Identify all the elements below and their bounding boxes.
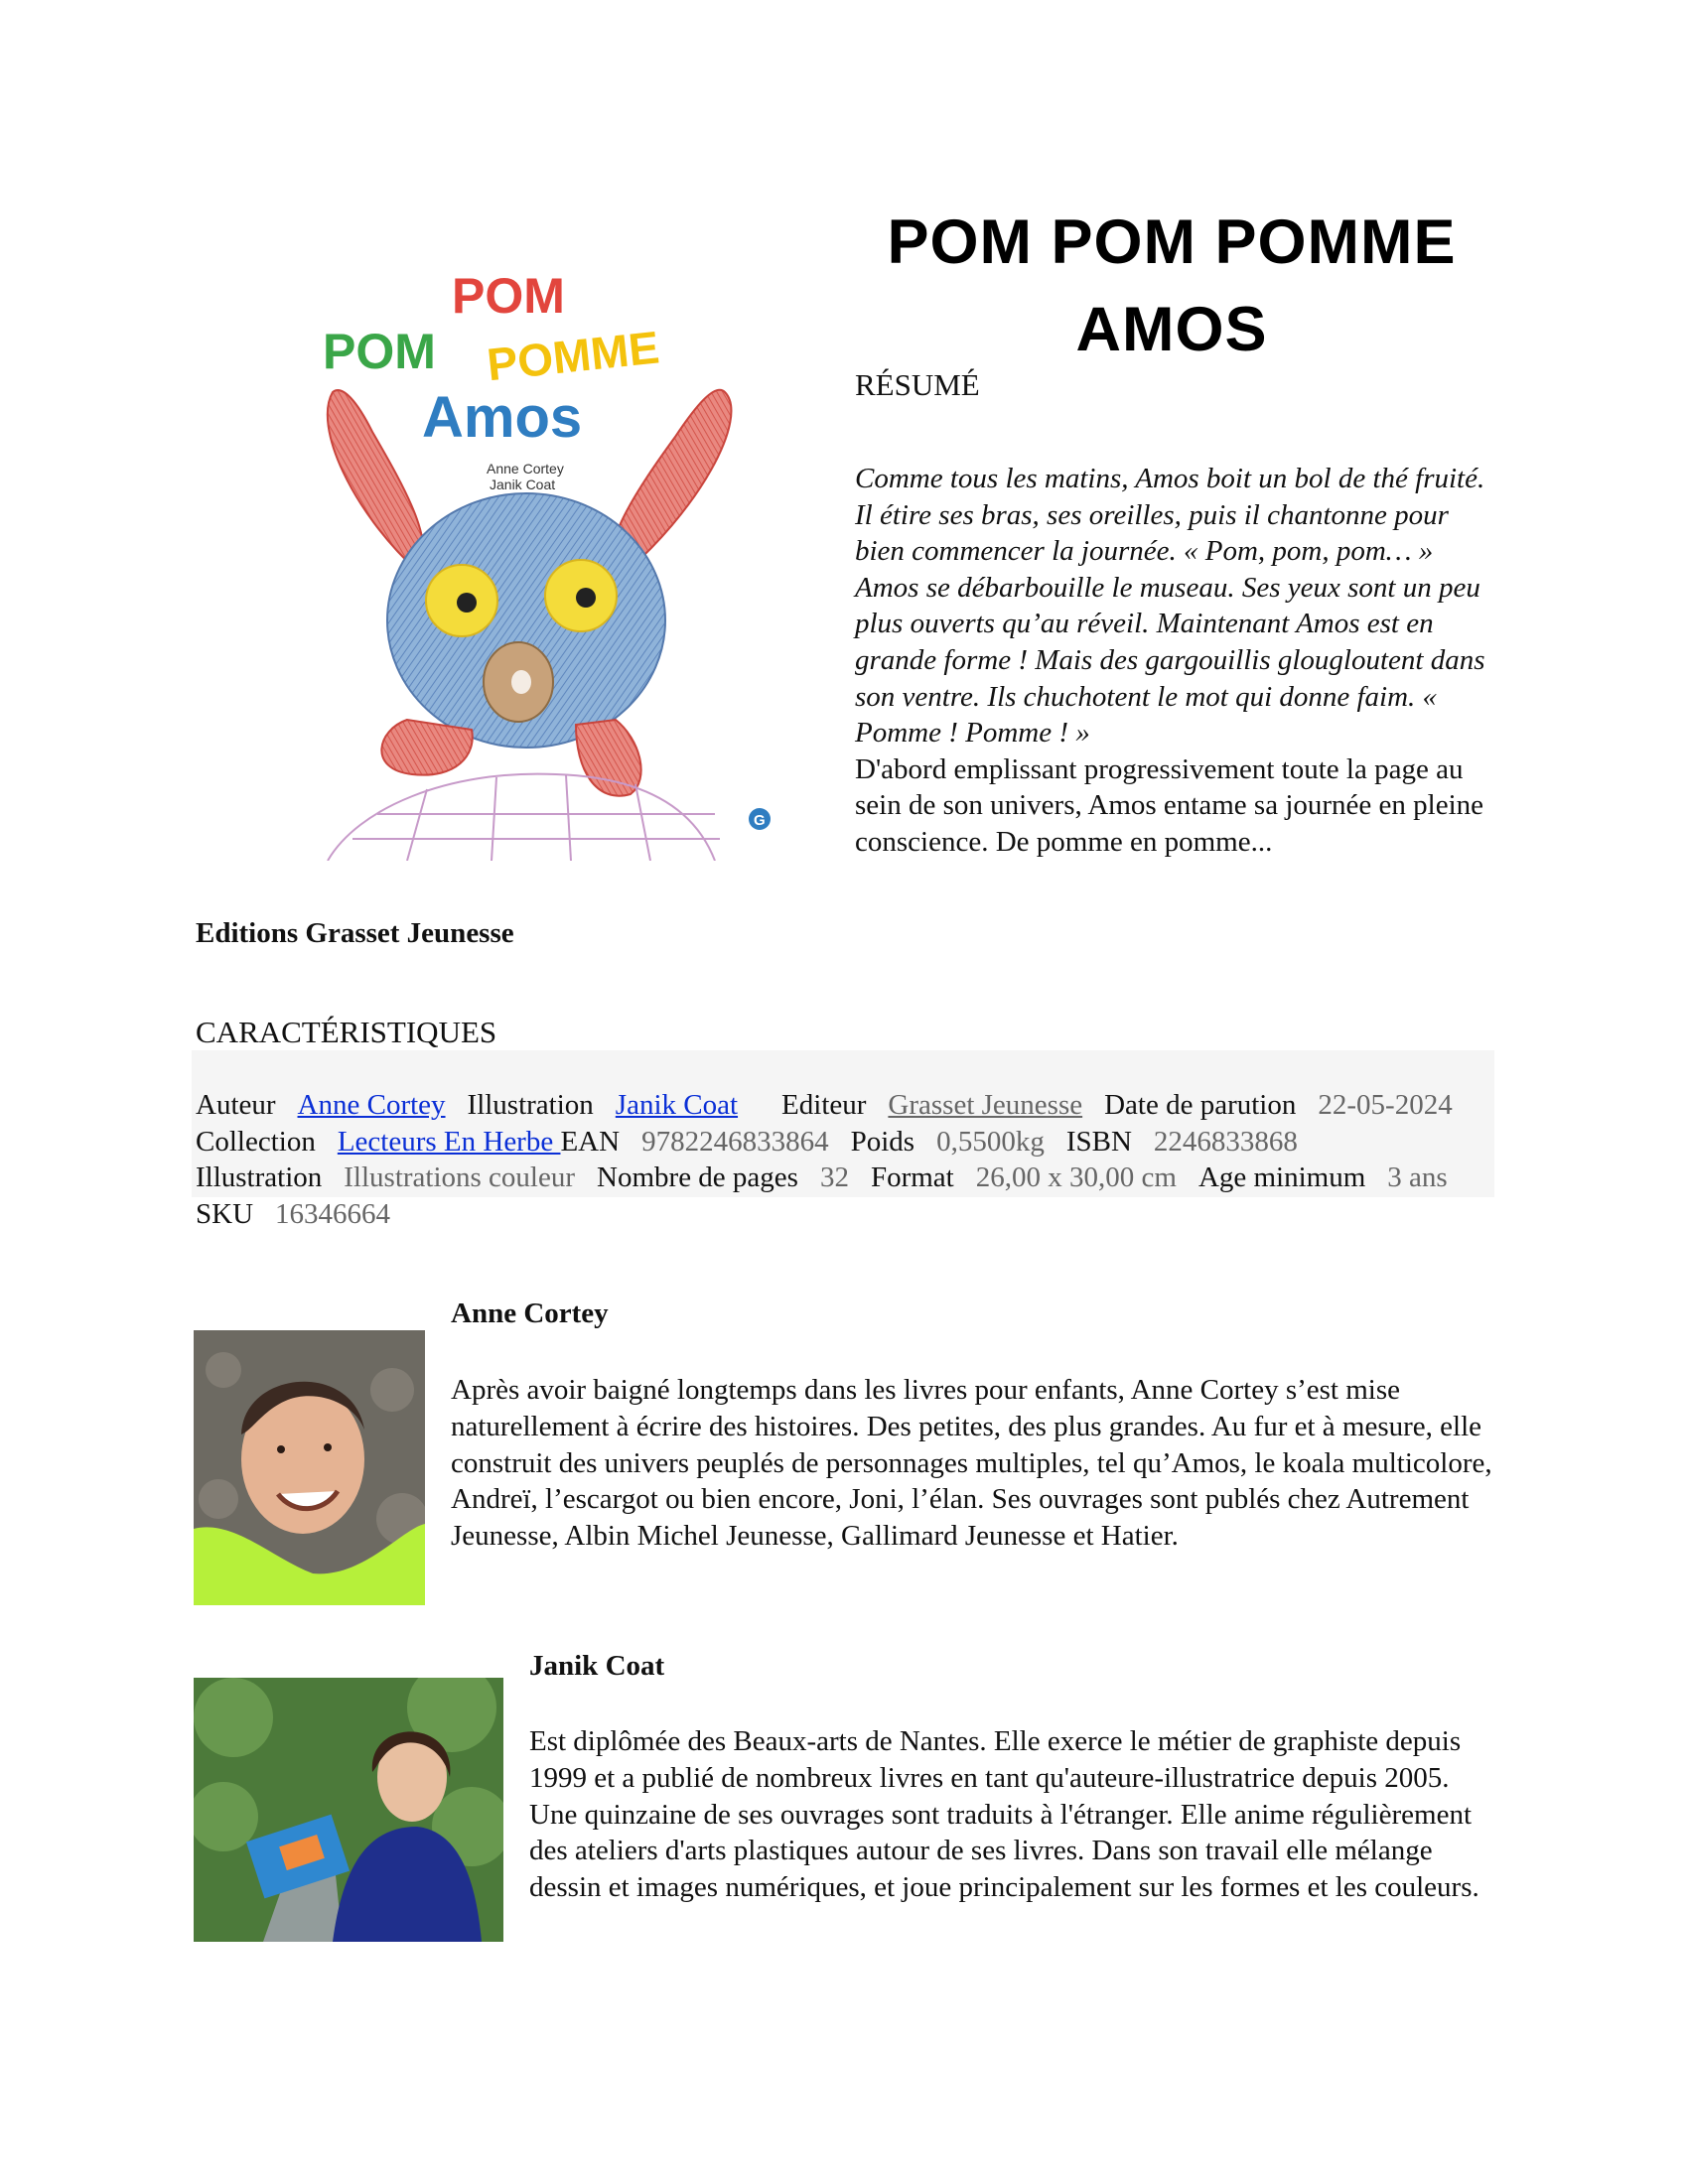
resume-paragraph-1: Comme tous les matins, Amos boit un bol de thé fruité. Il étire ses bras, ses oreilles, puis il chantonne pour bien commencer la journée. « Pom, pom, pom… »	[855, 463, 1485, 568]
publisher-logo-letter: G	[754, 812, 766, 829]
resume-text	[855, 461, 1500, 861]
page-title	[834, 199, 1509, 373]
bio-name-anne-cortey: Anne Cortey	[451, 1297, 609, 1329]
right-arm	[576, 720, 641, 796]
sku-value: 16346664	[275, 1197, 391, 1230]
title-line-1: POM POM POMME	[887, 207, 1457, 277]
janik-coat-photo	[194, 1678, 503, 1942]
resume-paragraph-3: D'abord emplissant progressivement toute la page au sein de son univers, Amos entame sa journée en pleine conscience. De pomme en pomme...	[855, 752, 1484, 858]
cover-title-pomme: POMME	[485, 321, 662, 391]
table-grid	[328, 774, 720, 861]
age-label: Age minimum	[1197, 1161, 1366, 1194]
poids-value: 0,5500kg	[936, 1125, 1045, 1158]
editeur-label: Editeur	[781, 1089, 867, 1121]
ean-value: 9782246833864	[641, 1125, 829, 1158]
characteristics-heading: CARACTÉRISTIQUES	[196, 1015, 497, 1049]
left-ear	[328, 390, 424, 571]
auteur-label: Auteur	[196, 1089, 276, 1121]
cover-title-pom-1: POM	[452, 268, 565, 324]
resume-paragraph-2: Amos se débarbouille le museau. Ses yeux sont un peu plus ouverts qu’au réveil. Maintenant Amos est en grande forme ! Mais des gargouillis glougloutent dans son ventre. Ils chuchotent le mot qui donne faim. « Pomme ! Pomme ! »	[855, 571, 1485, 750]
isbn-label: ISBN	[1065, 1125, 1132, 1158]
cover-title-pom-2: POM	[323, 324, 436, 379]
ean-label: EAN	[560, 1125, 621, 1158]
illustration-type-label: Illustration	[196, 1161, 323, 1194]
illustrator-link[interactable]: Janik Coat	[615, 1089, 739, 1121]
editeur-link[interactable]: Grasset Jeunesse	[888, 1089, 1083, 1121]
bio-text-anne-cortey: Après avoir baigné longtemps dans les livres pour enfants, Anne Cortey s’est mise naturellement à écrire des histoires. Des petites, des plus grandes. Au fur et à mesure, elle construit des univers peuplés de personnages multiples, tel qu’Amos, le koala multicolore, Andreï, l’escargot ou bien encore, Joni, l’élan. Ses ouvrages sont publés chez Autrement Jeunesse, Albin Michel Jeunesse, Gallimard Jeunesse et Hatier.	[451, 1374, 1492, 1553]
collection-link[interactable]: Lecteurs En Herbe	[337, 1125, 561, 1158]
date-label: Date de parution	[1104, 1089, 1297, 1121]
left-arm	[381, 720, 472, 775]
sku-label: SKU	[196, 1197, 254, 1230]
pages-value: 32	[819, 1161, 849, 1194]
auteur-link[interactable]: Anne Cortey	[297, 1089, 446, 1121]
illustration-type-value: Illustrations couleur	[344, 1161, 576, 1194]
publisher-name: Editions Grasset Jeunesse	[196, 917, 514, 949]
collection-label: Collection	[196, 1125, 316, 1158]
bio-name-janik-coat: Janik Coat	[529, 1650, 665, 1682]
anne-cortey-photo	[194, 1330, 425, 1605]
illustration-label: Illustration	[467, 1089, 594, 1121]
cover-title-amos: Amos	[422, 385, 583, 450]
poids-label: Poids	[850, 1125, 915, 1158]
bio-text-janik-coat: Est diplômée des Beaux-arts de Nantes. Elle exerce le métier de graphiste depuis 1999 et a publié de nombreux livres en tant qu'auteure-illustratrice depuis 2005. Une quinzaine de ses ouvrages sont traduits à l'étranger. Elle anime régulièrement des ateliers d'arts plastiques autour de ses livres. Dans son travail elle mélange dessin et images numériques, et joue principalement sur les formes et les couleurs.	[529, 1725, 1479, 1904]
cover-author-1: Anne Cortey	[487, 461, 564, 477]
resume-heading: RÉSUMÉ	[855, 367, 980, 402]
age-value: 3 ans	[1387, 1161, 1448, 1194]
isbn-value: 2246833868	[1153, 1125, 1298, 1158]
book-cover-image	[298, 253, 784, 861]
pages-label: Nombre de pages	[597, 1161, 798, 1194]
characteristics-list	[196, 1087, 1477, 1232]
format-value: 26,00 x 30,00 cm	[975, 1161, 1177, 1194]
cover-author-2: Janik Coat	[490, 477, 556, 492]
date-value: 22-05-2024	[1318, 1089, 1453, 1121]
title-line-2: AMOS	[1075, 295, 1268, 364]
format-label: Format	[870, 1161, 954, 1194]
